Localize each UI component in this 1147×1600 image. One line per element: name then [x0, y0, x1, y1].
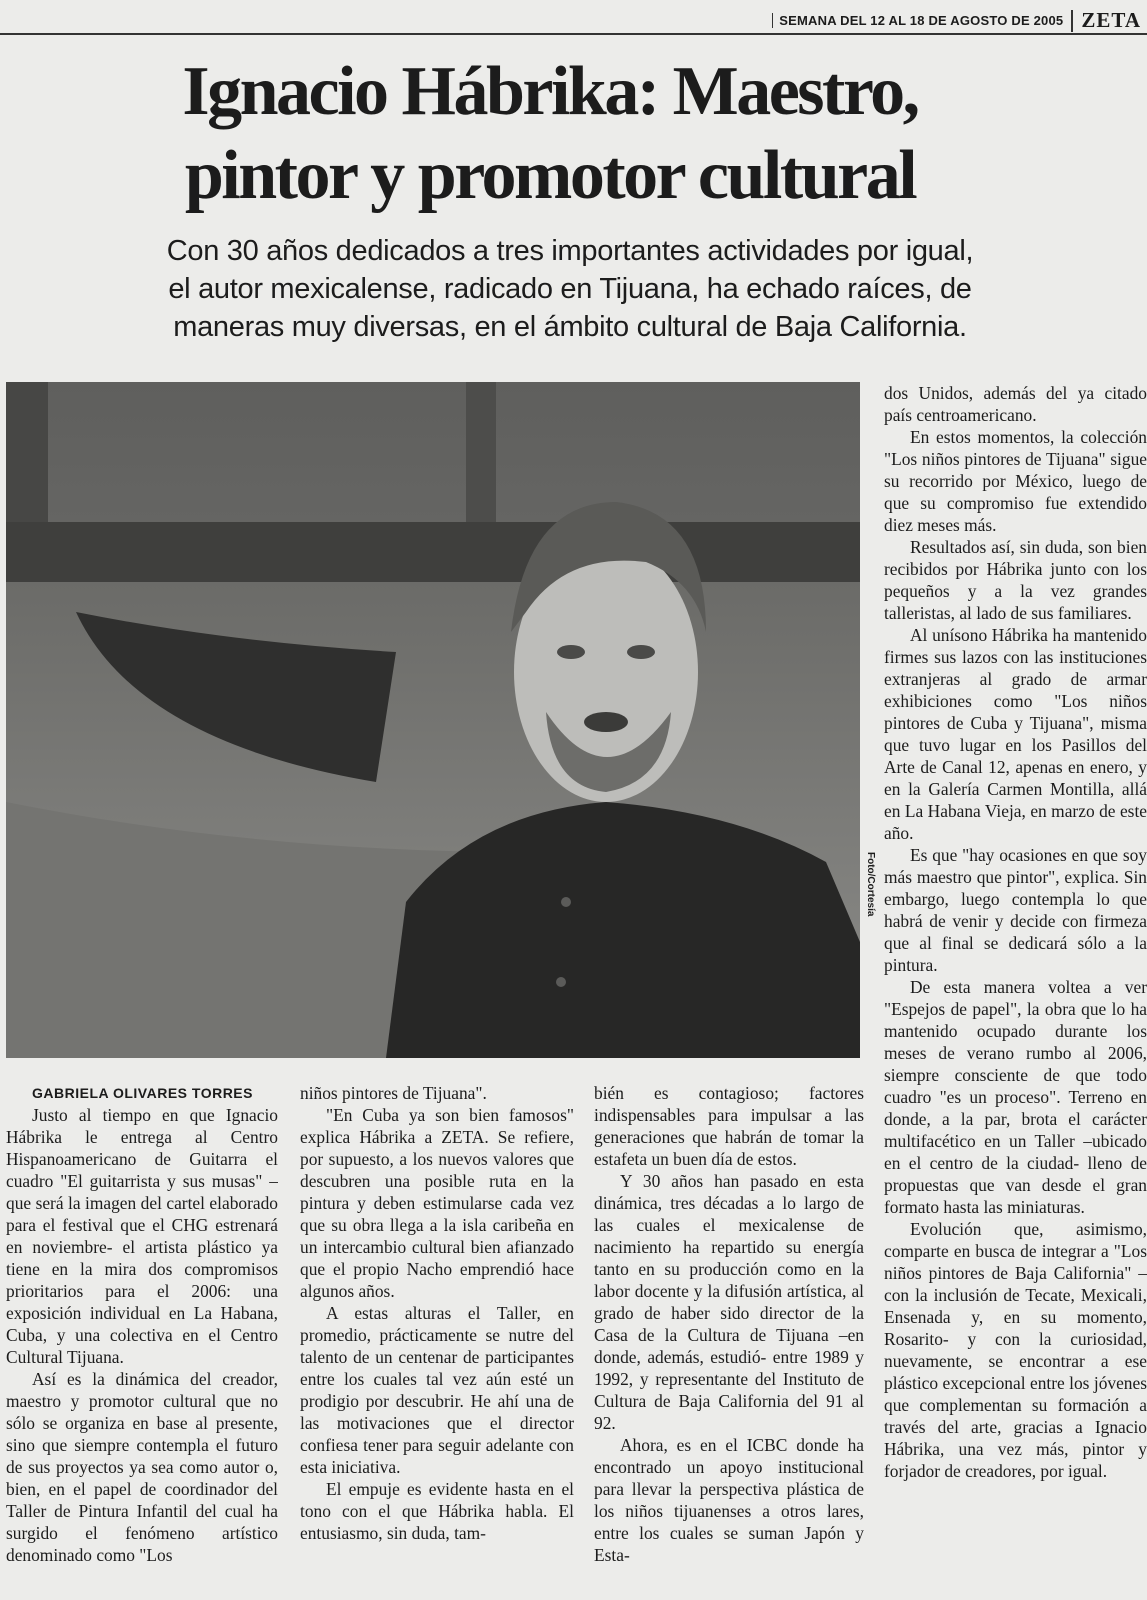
paragraph: En estos momentos, la colección "Los niños pintores de Tijuana" sigue su recorrido por México, luego de que su compromiso fue extendido diez meses más.	[884, 427, 1147, 535]
article-subtitle	[80, 232, 1060, 346]
paragraph: El empuje es evidente hasta en el tono con el que Hábrika habla. El entusiasmo, sin duda, tam-	[300, 1479, 574, 1543]
header-divider	[1071, 10, 1073, 32]
subtitle-line-2: el autor mexicalense, radicado en Tijuana, ha echado raíces, de	[168, 273, 972, 305]
byline: GABRIELA OLIVARES TORRES	[32, 1085, 253, 1101]
portrait-photo	[6, 382, 860, 1058]
paragraph: A estas alturas el Taller, en promedio, prácticamente se nutre del talento de un centenar de participantes entre los cuales tal vez aún esté un prodigio por descubrir. He ahí una de las motivaciones que el director confiesa tener para seguir adelante con esta iniciativa.	[300, 1303, 574, 1477]
portrait-photo-drawing	[6, 382, 860, 1058]
subtitle-line-1: Con 30 años dedicados a tres importantes actividades por igual,	[166, 235, 974, 267]
paragraph: Ahora, es en el ICBC donde ha encontrado un apoyo institucional para llevar la perspectiva plástica de los niños tijuanenses a otros lares, entre los cuales se suman Japón y Esta-	[594, 1435, 864, 1565]
article-title	[150, 50, 950, 218]
title-line-2: pintor y promotor cultural	[184, 137, 916, 214]
photo-credit: Foto/Cortesía	[865, 852, 876, 917]
paragraph: "En Cuba ya son bien famosos" explica Hábrika a ZETA. Se refiere, por supuesto, a los nuevos valores que descubren una posible ruta en la pintura y deben estimularse cada vez que su obra llega a la isla caribeña en un intercambio cultural bien afianzado que el propio Nacho emprendió hace algunos años.	[300, 1105, 574, 1301]
paragraph: Así es la dinámica del creador, maestro y promotor cultural que no sólo se organiza en base al presente, sino que siempre contempla el futuro de sus proyectos ya sea como autor o, bien, en el papel de coordinador del Taller de Pintura Infantil del cual ha surgido el fenómeno artístico denominado como "Los	[6, 1369, 278, 1565]
paragraph: bién es contagioso; factores indispensables para impulsar a las generaciones que habrán de tomar la estafeta un buen día de estos.	[594, 1083, 864, 1169]
paragraph: Resultados así, sin duda, son bien recibidos por Hábrika junto con los pequeños y a la vez grandes talleristas, al lado de sus familiares.	[884, 537, 1147, 623]
publication-name: ZETA	[1081, 8, 1141, 32]
issue-date: SEMANA DEL 12 AL 18 DE AGOSTO DE 2005	[772, 13, 1063, 28]
subtitle-line-3: maneras muy diversas, en el ámbito cultural de Baja California.	[173, 311, 967, 343]
article-column-3	[594, 1082, 864, 1600]
page-header	[772, 8, 1141, 33]
paragraph: Evolución que, asimismo, comparte en busca de integrar a "Los niños pintores de Baja California" –con la inclusión de Tecate, Mexicali, Ensenada y, en su momento, Rosarito- y con la curiosidad, nuevamente, se encontrar a ese plástico excepcional entre los jóvenes que complementan su formación a través del arte, gracias a Ignacio Hábrika, una vez más, pintor y forjador de creadores, por igual.	[884, 1219, 1147, 1481]
paragraph: dos Unidos, además del ya citado país centroamericano.	[884, 383, 1147, 425]
paragraph: Es que "hay ocasiones en que soy más maestro que pintor", explica. Sin embargo, luego contempla lo que habrá de venir y decide con firmeza que al final se dedicará sólo a la pintura.	[884, 845, 1147, 975]
article-column-4	[884, 382, 1147, 1600]
title-line-1: Ignacio Hábrika: Maestro,	[182, 53, 918, 130]
article-column-2	[300, 1082, 574, 1600]
paragraph: niños pintores de Tijuana".	[300, 1083, 487, 1103]
paragraph: De esta manera voltea a ver "Espejos de papel", la obra que lo ha mantenido ocupado durante los meses de verano rumbo al 2006, siempre consciente de que todo cuadro "es un proceso". Terreno en donde, a la par, brota el carácter multifacético en un Taller –ubicado en el centro de la ciudad- lleno de propuestas que van desde el gran formato hasta las miniaturas.	[884, 977, 1147, 1217]
paragraph: Al unísono Hábrika ha mantenido firmes sus lazos con las instituciones extranjeras al grado de armar exhibiciones como "Los niños pintores de Cuba y Tijuana", misma que tuvo lugar en los Pasillos del Arte de Canal 12, apenas en enero, y en la Galería Carmen Montilla, allá en La Habana Vieja, en marzo de este año.	[884, 625, 1147, 843]
article-column-1	[6, 1082, 278, 1600]
paragraph: Y 30 años han pasado en esta dinámica, tres décadas a lo largo de las cuales el mexicalense de nacimiento ha repartido su energía tanto en su producción como en la labor docente y la difusión artística, al grado de haber sido director de la Casa de la Cultura de Tijuana –en donde, además, estudió- entre 1989 y 1992, y representante del Instituto de Cultura de Baja California del 91 al 92.	[594, 1171, 864, 1433]
paragraph: Justo al tiempo en que Ignacio Hábrika le entrega al Centro Hispanoamericano de Guitarra el cuadro "El guitarrista y sus musas" –que será la imagen del cartel elaborado para el festival que el CHG estrenará en noviembre- el artista plástico ya tiene en la mira dos compromisos prioritarios para el 2006: una exposición individual en La Habana, Cuba, y una colectiva en el Centro Cultural Tijuana.	[6, 1105, 278, 1367]
